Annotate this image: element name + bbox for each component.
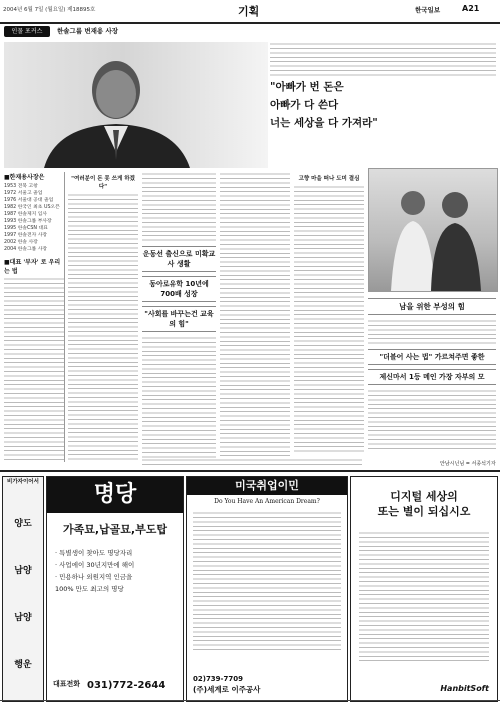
body-text — [368, 319, 496, 345]
ad-strip-item: 남양 — [14, 565, 32, 576]
profile-item: 1997 한솔전자 사장 — [4, 233, 48, 238]
body-text — [142, 336, 216, 462]
pull-quote: 동아로유학 10년에 700배 성장 — [142, 276, 216, 302]
profile-header: ■한재용사장은 — [4, 174, 45, 181]
pull-quote: 제신마서 1등 메인 가장 자부의 모 — [368, 369, 496, 385]
profile-item: 1953 전북 고창 — [4, 184, 38, 189]
pull-quote: 남을 위한 부성의 힘 — [368, 298, 496, 315]
pull-quote: "더블어 사는 법" 가르쳐주면 좋한 — [368, 349, 496, 365]
ad-realestate-name: 명당 — [47, 477, 183, 513]
profile-item: 1982 한국인 최초 US오픈 — [4, 205, 60, 210]
body-column-5 — [368, 294, 496, 464]
profile-subheader: ■대표 '부자' 로 우리는 법 — [4, 259, 61, 275]
ad-immigration — [186, 476, 348, 702]
ad-strip-title: 비가자이어서 — [7, 479, 39, 485]
subject-name: 한솔그룹 변재용 사장 — [57, 27, 119, 35]
ad-line: · 민용하나 외원지역 인금을 — [55, 573, 133, 581]
ad-immigration-body — [193, 511, 341, 651]
subhead: 고향 마을 떠나 도미 결심 — [298, 176, 360, 182]
ad-immigration-title: 미국취업이민 — [187, 477, 347, 495]
ad-strip-item: 남양 — [14, 612, 32, 623]
ad-phone-label: 대표전화 — [53, 680, 81, 688]
ad-digital-body — [359, 531, 489, 661]
body-column-3 — [220, 172, 290, 462]
profile-item: 1972 서울고 졸업 — [4, 191, 43, 196]
ad-digital-title-1: 디지털 세상의 — [390, 490, 458, 503]
body-column-4 — [294, 172, 364, 462]
profile-item: 1993 한솔그룹 부사장 — [4, 219, 52, 224]
ad-realestate-tagline: 가족묘,납골묘,부도탑 — [63, 523, 167, 536]
section-title: 기획 — [238, 5, 260, 18]
body-text — [368, 389, 496, 449]
body-text — [220, 172, 290, 462]
page-footer-line — [0, 700, 500, 701]
profile-item: 2004 한솔그룹 사장 — [4, 247, 48, 252]
subhead: "여러분이 돈 못 쓰게 하겠다" — [71, 176, 135, 190]
pull-quote: "사회를 바꾸는건 교육의 힘" — [142, 306, 216, 332]
profile-item: 2002 한솔 사장 — [4, 240, 38, 245]
ad-divider — [0, 470, 500, 472]
newspaper-name: 한국일보 — [415, 6, 441, 14]
ad-digital — [350, 476, 498, 702]
ad-realestate — [46, 476, 184, 702]
family-photo — [368, 168, 498, 292]
profile-text-block — [4, 277, 64, 462]
photo-credit: 안남시닌님 = 서종석기자 — [440, 461, 496, 467]
portrait-figure-icon — [4, 42, 268, 168]
ad-immigration-phone: 02)739-7709 — [193, 675, 243, 683]
body-text — [68, 193, 138, 462]
issue-date: 2004년 6월 7일 (월요일) 제18895호 — [3, 7, 96, 13]
ad-strip-item: 양도 — [14, 518, 32, 529]
ad-phone: 031)772-2644 — [87, 680, 166, 691]
headline-quote — [270, 78, 460, 158]
headline-line: 아빠가 다 쓴다 — [270, 99, 339, 111]
column-tag: 인물 포커스 — [4, 26, 50, 37]
two-people-icon — [369, 169, 497, 291]
profile-item: 1995 한솔CSN 대표 — [4, 226, 48, 231]
headline-line: "아빠가 번 돈은 — [270, 81, 344, 93]
ad-line: · 특별생이 찾아도 명당자리 — [55, 549, 133, 557]
body-column-2 — [142, 172, 216, 462]
portrait-photo — [4, 42, 268, 168]
pull-quote: 운동선 출신으로 미확교사 생활 — [142, 246, 216, 272]
ad-digital-title-2: 또는 별이 되십시오 — [377, 505, 471, 518]
profile-item: 1976 서울대 공대 졸업 — [4, 198, 54, 203]
headline-line: 너는 세상을 다 가져라" — [270, 117, 378, 129]
page-number: A21 — [462, 4, 480, 13]
body-text — [142, 172, 216, 242]
caption-line — [142, 458, 362, 466]
ad-digital-brand: HanbitSoft — [440, 684, 489, 693]
ad-realestate-lines — [55, 547, 175, 595]
ad-strip-item: 행운 — [14, 659, 32, 670]
profile-sidebar — [4, 172, 65, 462]
profile-item: 1987 한솔제지 입사 — [4, 212, 48, 217]
body-column-1 — [68, 172, 138, 462]
ad-line: · 사업에이 30년지만에 해이 — [55, 561, 135, 569]
intro-text-block — [270, 42, 496, 76]
ad-line: 100% 만도 최고의 명당 — [55, 585, 124, 593]
body-text — [294, 185, 364, 455]
ad-immigration-company: (주)세계로 이주공사 — [193, 685, 261, 694]
ad-immigration-subtitle: Do You Have An American Dream? — [214, 498, 320, 505]
ad-left-strip — [2, 476, 44, 702]
